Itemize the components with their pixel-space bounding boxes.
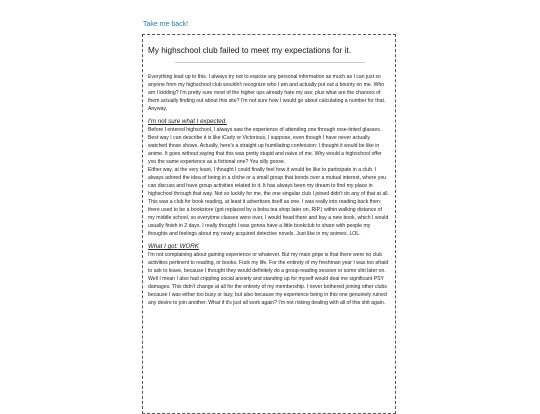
back-link[interactable]: Take me back! <box>143 21 189 28</box>
section-expectations <box>148 118 390 238</box>
section-paragraph: Either way, at the very least, I thought I could finally feel how it would be like to participate in a club. I always adored the idea of being in a cliche or a small group that bonds over a mutual interest, where you can discuss and have group activities related to it. It has always been my dream to find my place in highschool through that way. Not so luckily for me, the one singular club I joined didn't do any of that at all. <box>148 167 389 197</box>
section-paragraph: I'm not complaining about gaining experience or whatever. But my main gripe is that there were no club activities pertinent to reading, or books. Fuck my life. For the entirety of my freshman year I was too afraid to ask to leave, because I thought they would definitely do a group-reading session or some shit later on. Well I mean I also had crippling social anxiety and standing up for myself would deal me significant PSY damages. This didn't change at all for the entirety of my membership. I never bothered joining other clubs because I was either too busy or lazy, but also because my experience being in this one genuinely ruined any desire to join another. What if it's just all work again? I'm not risking dealing with all of this shit again. <box>148 252 389 306</box>
intro-paragraph: Everything lead up to this. I always try not to expose any personal information as much as I can just so anyone from my highschool club wouldn't recognize who I am and actually put out a bounty on me. Who am I kidding? I'm pretty sure most of the higher ups already hate my ass; plus what are the chances of them actually finding out about this site? I'm not sure how I would go about calculating a number for that. Anyway. <box>148 74 386 112</box>
section-heading: I'm not sure what I expected. <box>148 118 227 125</box>
section-paragraph: This was a club for book reading, at least it advertises itself as one. I was really into reading back then: there used to be a bookstore (got replaced by a boba tea shop later on, RIP.) within walking distance of my middle school, so everytime classes were over, I would head there and buy a new book, which I would usually finish in 2 days. I really thought I was gonna have a little bookclub to share with people my thoughts and feelings about my newly acquired detective novels. Just like in my animes. LOL. <box>148 199 389 237</box>
section-paragraph: Before I entered highschool, I always saw the experience of attending one through rose-tinted glasses. Best way I can describe it is like iCarly or Victorious, I suppose, even though I have never actually watched those shows. Actually, here's a straight up humiliating confession: I thought it would be like in anime. It goes without saying that this was pretty stupid and naive of me. Why would a highschool offer you the same experience as a fictional one? You silly goose. <box>148 127 382 165</box>
section-work <box>148 243 390 307</box>
title-divider <box>175 62 365 63</box>
post-container <box>142 34 396 414</box>
section-heading: What I got: WORK <box>148 243 199 250</box>
post-title: My highschool club failed to meet my expectations for it. <box>148 46 351 55</box>
